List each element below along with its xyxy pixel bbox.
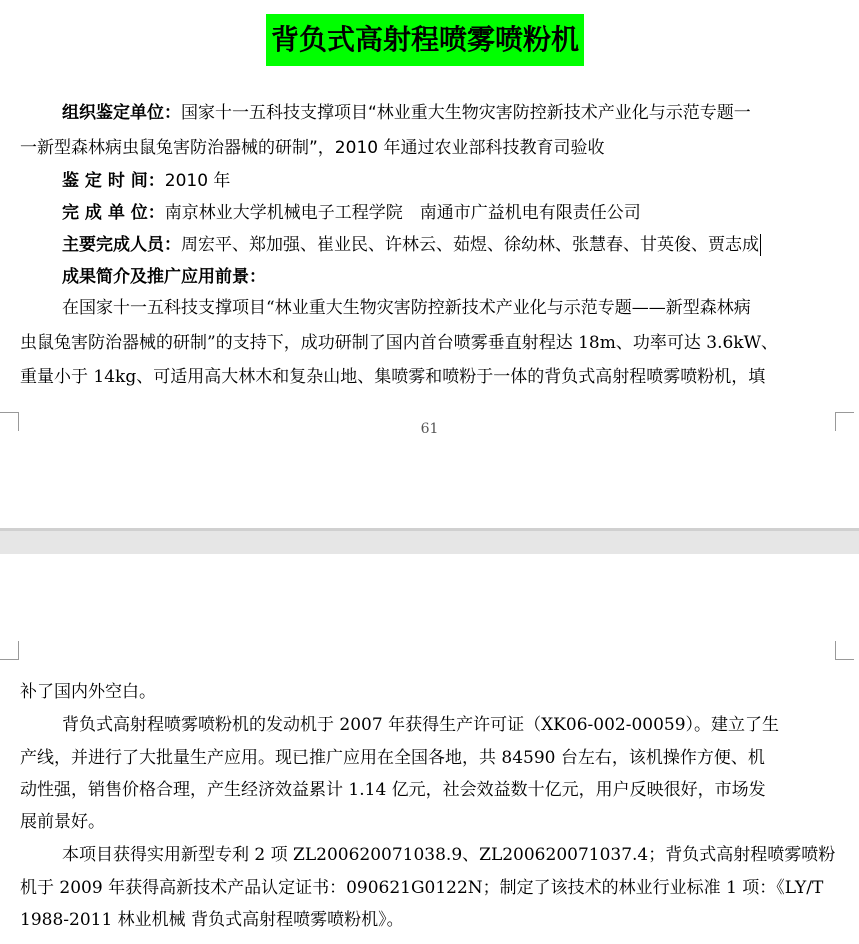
date-value: 2010 年 (164, 171, 231, 191)
page-number: 61 (420, 421, 439, 437)
date-label: 鉴 定 时 间： (62, 171, 165, 191)
document-title: 背负式高射程喷雾喷粉机 (266, 14, 584, 66)
date-line (62, 170, 230, 192)
document-page-62 (0, 554, 859, 944)
body-line: 动性强，销售价格合理，产生经济效益累计 1.14 亿元，社会效益数十亿元，用户反映很好，市场发 (20, 780, 766, 800)
org-line-2: 一新型森林病虫鼠兔害防治器械的研制”，2010 年通过农业部科技教育司验收 (20, 138, 605, 158)
people-label: 主要完成人员： (62, 235, 181, 255)
body-line: 背负式高射程喷雾喷粉机的发动机于 2007 年获得生产许可证（XK06-002-00059）。建立了生 (62, 715, 780, 735)
body-line: 本项目获得实用新型专利 2 项 ZL200620071038.9、ZL200620071037.4；背负式高射程喷雾喷粉 (62, 845, 836, 865)
body-line: 产线，并进行了大批量生产应用。现已推广应用在全国各地，共 84590 台左右，该机操作方便、机 (20, 748, 765, 768)
body-line: 展前景好。 (20, 812, 105, 832)
body-line: 虫鼠兔害防治器械的研制”的支持下，成功研制了国内首台喷雾垂直射程达 18m、功率可达 3.6kW、 (20, 333, 779, 353)
people-value: 周宏平、郑加强、崔业民、许林云、茹煜、徐幼林、张慧春、甘英俊、贾志成 (181, 235, 759, 255)
people-line (62, 234, 761, 256)
summary-label: 成果简介及推广应用前景： (62, 267, 266, 287)
org-line-1 (62, 102, 751, 124)
unit-label: 完 成 单 位： (62, 203, 165, 223)
body-line: 补了国内外空白。 (20, 682, 156, 702)
text-cursor (760, 234, 761, 256)
page-corner-mark (835, 641, 854, 660)
body-line: 1988-2011 林业机械 背负式高射程喷雾喷粉机》。 (20, 910, 404, 930)
unit-line (62, 202, 641, 224)
body-line: 机于 2009 年获得高新技术产品认定证书：090621G0122N；制定了该技术的林业行业标准 1 项：《LY/T (20, 878, 824, 898)
body-line: 重量小于 14kg、可适用高大林木和复杂山地、集喷雾和喷粉于一体的背负式高射程喷雾喷粉机，填 (20, 367, 766, 387)
unit-value: 南京林业大学机械电子工程学院 南通市广益机电有限责任公司 (164, 203, 641, 223)
org-value-1: 国家十一五科技支撑项目“林业重大生物灾害防控新技术产业化与示范专题一 (181, 103, 751, 123)
page-corner-mark (0, 641, 19, 660)
body-line: 在国家十一五科技支撑项目“林业重大生物灾害防控新技术产业化与示范专题——新型森林病 (62, 298, 751, 318)
page-separator (0, 528, 859, 554)
org-label: 组织鉴定单位： (62, 103, 181, 123)
